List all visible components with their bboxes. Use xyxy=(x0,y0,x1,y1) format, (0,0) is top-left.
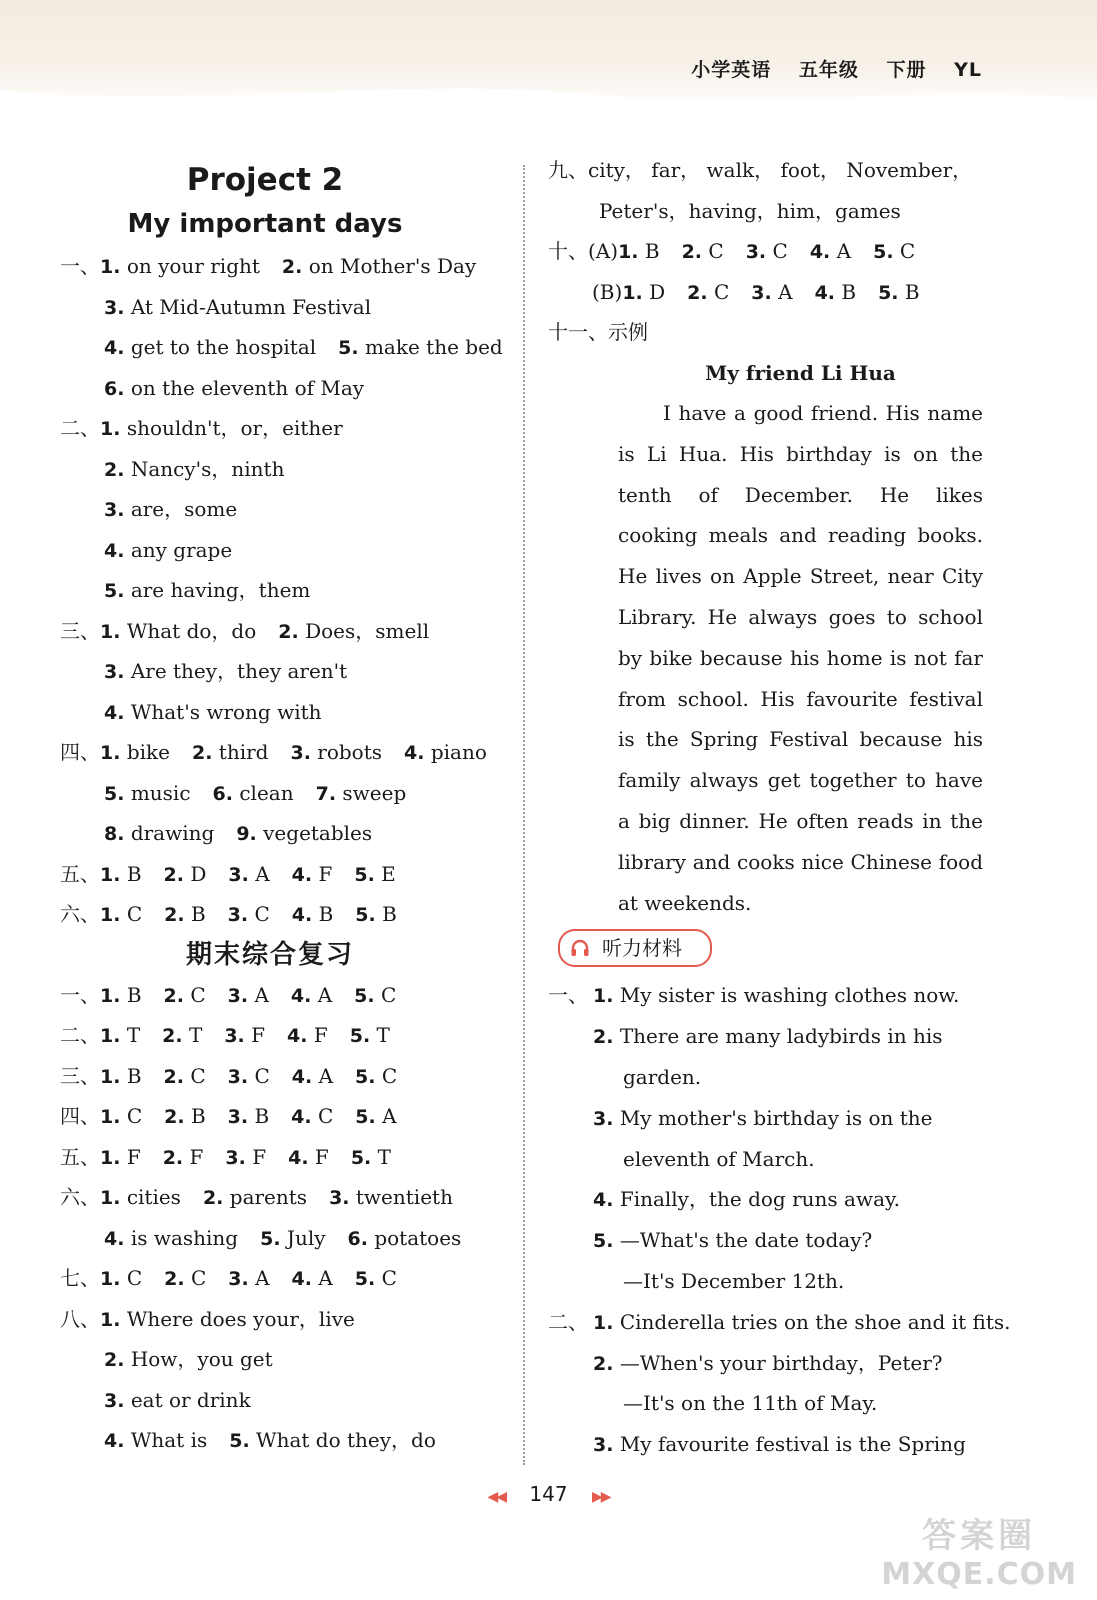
project-subtitle: My important days xyxy=(127,209,403,239)
item-number: 3. xyxy=(593,1434,614,1457)
page-number: 147 xyxy=(529,1482,568,1506)
answer-text: are，some xyxy=(130,497,238,521)
item-number: 4. xyxy=(291,1268,312,1290)
item-number: 1. xyxy=(100,904,121,926)
item-number: 6. xyxy=(212,782,233,805)
item-number: 2. xyxy=(163,1065,184,1088)
section-10-line xyxy=(548,231,998,272)
answer-text: sweep xyxy=(342,780,407,805)
transcript-line xyxy=(548,1057,998,1098)
answer-text: C xyxy=(190,982,206,1007)
section-label: 一、 xyxy=(60,982,100,1007)
transcript-text: —What's the date today? xyxy=(619,1228,873,1253)
answer-text: E xyxy=(381,861,396,886)
item-number: 5. xyxy=(104,580,125,602)
item-number: 2. xyxy=(163,863,184,886)
item-number: 2. xyxy=(281,256,303,278)
item-number: 1. xyxy=(100,1025,121,1047)
transcript-text: —When's your birthday，Peter? xyxy=(619,1350,943,1375)
answer-text: D xyxy=(190,861,207,886)
section-label: 五、 xyxy=(60,861,100,886)
answers-project2 xyxy=(60,246,503,935)
item-number: 3. xyxy=(228,1268,249,1290)
answer-line xyxy=(60,813,500,854)
answer-text: T xyxy=(377,1144,391,1169)
item-number: 3. xyxy=(104,296,125,319)
answer-text: music xyxy=(130,780,191,805)
section-label: 二、 xyxy=(60,1023,100,1047)
transcript-text: eleventh of March. xyxy=(623,1146,815,1171)
listening-material-label xyxy=(558,929,712,967)
item-number: 2. xyxy=(687,281,708,304)
answer-line xyxy=(60,854,500,895)
item-number: 2. xyxy=(593,1352,614,1375)
header-text xyxy=(671,55,982,82)
answer-line xyxy=(60,1096,500,1137)
item-number: 4. xyxy=(288,1146,309,1169)
right-column xyxy=(548,150,1011,1465)
item-number: 4. xyxy=(593,1189,614,1212)
answer-text: T xyxy=(376,1023,390,1047)
item-number: 4. xyxy=(291,1065,313,1088)
item-number: 3. xyxy=(227,904,249,926)
answer-line xyxy=(60,449,500,490)
answer-text: Does，smell xyxy=(305,618,430,643)
answer-text: are having，them xyxy=(130,578,311,602)
item-number: 3. xyxy=(751,281,772,304)
item-number: 8. xyxy=(104,823,125,845)
answer-text: How，you get xyxy=(130,1347,273,1371)
item-number: 5. xyxy=(229,1430,250,1452)
transcript-line xyxy=(548,1139,998,1180)
answer-text: A xyxy=(255,861,270,886)
item-number: 1. xyxy=(100,418,121,440)
answer-text: shouldn't，or，either xyxy=(126,416,343,440)
answer-line xyxy=(60,530,500,571)
answer-text: B xyxy=(382,902,397,926)
answer-line xyxy=(60,1056,500,1097)
item-number: 2. xyxy=(191,742,213,764)
item-number: 3. xyxy=(224,1025,245,1047)
answer-text: C xyxy=(126,1104,143,1128)
answer-text: A xyxy=(836,239,852,263)
answer-text: C xyxy=(126,902,143,926)
item-number: 4. xyxy=(290,984,312,1007)
item-number: 5. xyxy=(355,904,376,926)
watermark-top: 答案圈 xyxy=(922,1516,1037,1556)
answer-line xyxy=(60,894,500,935)
item-number: 2. xyxy=(278,620,299,643)
item-number: 4. xyxy=(291,1106,312,1128)
answer-text: city， far， walk， foot， November， xyxy=(588,158,973,182)
listening-label-text: 听力材料 xyxy=(602,936,682,961)
section-label: 三、 xyxy=(60,618,100,643)
item-number: 3. xyxy=(745,241,767,263)
section-label: 四、 xyxy=(60,740,100,764)
answer-text: F xyxy=(126,1144,141,1169)
answer-text: July xyxy=(286,1225,326,1250)
item-number: 1. xyxy=(618,241,639,263)
answer-text: on your right xyxy=(126,254,260,278)
section-10 xyxy=(548,231,998,312)
answer-text: vegetables xyxy=(263,821,373,845)
item-number: 1. xyxy=(593,1311,614,1334)
answer-text: C xyxy=(126,1266,143,1290)
answer-text: is washing xyxy=(130,1225,239,1250)
essay-title: My friend Li Hua xyxy=(705,360,896,385)
answer-text: any grape xyxy=(130,537,233,562)
item-number: 5. xyxy=(355,1065,376,1088)
item-number: 1. xyxy=(100,1065,121,1088)
answer-text: clean xyxy=(239,780,294,805)
answer-text: C xyxy=(772,239,788,263)
item-number: 4. xyxy=(404,742,425,764)
answer-text: B xyxy=(126,982,142,1007)
item-number: 3. xyxy=(104,661,125,683)
item-number: 1. xyxy=(100,620,121,643)
item-number: 4. xyxy=(104,539,125,562)
answer-text: bike xyxy=(126,740,170,764)
answer-line xyxy=(60,611,500,652)
item-number: 2. xyxy=(164,1268,185,1290)
review-title: 期末综合复习 xyxy=(185,939,354,970)
item-number: 7. xyxy=(315,782,337,805)
answer-text: Nancy's，ninth xyxy=(130,456,285,481)
answer-line xyxy=(60,287,500,328)
part-label: (B) xyxy=(592,279,623,304)
item-number: 1. xyxy=(100,1146,121,1169)
answer-text: At Mid-Autumn Festival xyxy=(130,294,372,319)
left-column xyxy=(60,150,503,1461)
section-label: 二、 xyxy=(548,1309,588,1334)
answer-text: make the bed xyxy=(364,335,503,359)
section-label: 八、 xyxy=(60,1306,100,1331)
item-number: 4. xyxy=(809,241,831,263)
column-divider xyxy=(523,165,525,1465)
next-arrows-icon: ▶▶ xyxy=(591,1489,610,1505)
section-label: 二、 xyxy=(60,416,100,440)
transcript-text: —It's on the 11th of May. xyxy=(623,1391,878,1416)
answer-text: potatoes xyxy=(374,1225,462,1250)
transcript-text: garden. xyxy=(623,1064,702,1089)
item-number: 3. xyxy=(104,1389,125,1412)
item-number: 4. xyxy=(291,863,313,886)
answer-line xyxy=(60,408,500,449)
section-9-line xyxy=(548,191,998,232)
transcript-line xyxy=(548,1302,1011,1343)
answer-text: T xyxy=(188,1023,203,1047)
answers-final-review xyxy=(60,975,500,1461)
answer-text: C xyxy=(380,982,397,1007)
item-number: 4. xyxy=(104,1430,125,1452)
item-number: 5. xyxy=(355,1106,376,1128)
answer-text: twentieth xyxy=(355,1185,453,1209)
item-number: 5. xyxy=(350,1146,372,1169)
answer-text: C xyxy=(713,279,730,304)
section-label: 四、 xyxy=(60,1104,100,1128)
item-number: 5. xyxy=(349,1025,371,1047)
item-number: 2. xyxy=(164,1106,185,1128)
answer-text: get to the hospital xyxy=(130,335,317,359)
item-number: 5. xyxy=(338,337,359,359)
answer-text: What do they，do xyxy=(256,1428,436,1452)
item-number: 5. xyxy=(354,1268,376,1290)
transcript-line xyxy=(548,1383,998,1424)
answer-text: B xyxy=(841,279,857,304)
transcript-line xyxy=(548,1098,998,1139)
answer-text: A xyxy=(382,1104,397,1128)
item-number: 4. xyxy=(291,904,313,926)
item-number: 5. xyxy=(260,1227,281,1250)
answer-text: B xyxy=(190,902,206,926)
answer-text: F xyxy=(252,1144,267,1169)
transcript-line xyxy=(548,1343,998,1384)
item-number: 5. xyxy=(354,984,375,1007)
transcript-text: —It's December 12th. xyxy=(623,1268,845,1293)
answer-text: third xyxy=(218,740,269,764)
answer-line xyxy=(60,368,500,409)
item-number: 3. xyxy=(290,742,311,764)
item-number: 3. xyxy=(593,1107,614,1130)
answer-text: T xyxy=(126,1023,141,1047)
answer-text: C xyxy=(381,1266,397,1290)
answer-line xyxy=(60,1177,500,1218)
item-number: 2. xyxy=(202,1187,224,1209)
answer-text: A xyxy=(317,982,333,1007)
answer-line xyxy=(60,327,503,368)
item-number: 2. xyxy=(104,458,125,481)
answer-line xyxy=(60,1015,500,1056)
transcript-text: Cinderella tries on the shoe and it fits. xyxy=(619,1309,1011,1334)
header-grade: 五年级 xyxy=(798,59,859,81)
answer-text: eat or drink xyxy=(130,1387,251,1412)
answer-text: C xyxy=(190,1063,206,1088)
answer-text: parents xyxy=(229,1185,308,1209)
answer-text: Are they，they aren't xyxy=(130,659,348,683)
answer-text: A xyxy=(254,982,269,1007)
answer-text: drawing xyxy=(130,821,215,845)
answer-text: B xyxy=(126,861,142,886)
answer-line xyxy=(60,246,500,287)
item-number: 2. xyxy=(162,1025,183,1047)
item-number: 1. xyxy=(100,1268,121,1290)
section-10-line xyxy=(548,272,998,313)
item-number: 9. xyxy=(236,823,257,845)
transcript-line xyxy=(548,1261,998,1302)
answer-text: F xyxy=(313,1023,328,1047)
answer-text: C xyxy=(899,239,916,263)
transcript-text: There are many ladybirds in his xyxy=(619,1024,943,1049)
transcript-text: Finally，the dog runs away. xyxy=(619,1187,901,1212)
item-number: 3. xyxy=(329,1187,350,1209)
item-number: 5. xyxy=(873,241,894,263)
answer-line xyxy=(60,570,500,611)
transcript-text: My sister is washing clothes now. xyxy=(619,983,960,1008)
section-label: 十一、示例 xyxy=(548,320,648,344)
answer-text: C xyxy=(190,1266,207,1290)
answer-text: robots xyxy=(317,740,383,764)
item-number: 1. xyxy=(100,1308,121,1331)
transcript-line xyxy=(548,1220,998,1261)
answer-text: C xyxy=(317,1104,334,1128)
answer-line xyxy=(60,1380,500,1421)
section-label: 六、 xyxy=(60,902,100,926)
item-number: 3. xyxy=(104,499,125,521)
answer-text: F xyxy=(189,1144,204,1169)
item-number: 1. xyxy=(100,256,121,278)
section-label: 十、 xyxy=(548,239,588,263)
section-label: 九、 xyxy=(548,158,588,182)
header-edition: YL xyxy=(954,59,982,81)
answer-text: on Mother's Day xyxy=(308,254,477,278)
answer-text: cities xyxy=(126,1185,181,1209)
item-number: 2. xyxy=(681,241,703,263)
item-number: 2. xyxy=(593,1026,614,1049)
answer-text: B xyxy=(904,279,920,304)
item-number: 1. xyxy=(100,1187,121,1209)
page-number-bar xyxy=(0,1482,1097,1506)
section-9-line xyxy=(548,150,998,191)
answer-line xyxy=(60,732,500,773)
item-number: 5. xyxy=(354,863,375,886)
item-number: 1. xyxy=(100,863,121,886)
item-number: 3. xyxy=(227,1065,249,1088)
answer-text: B xyxy=(318,902,334,926)
answer-line xyxy=(60,975,500,1016)
watermark xyxy=(881,1508,1077,1592)
answer-text: What do，do xyxy=(126,618,257,643)
item-number: 6. xyxy=(347,1227,368,1250)
answer-text: F xyxy=(251,1023,266,1047)
answer-line xyxy=(60,1218,500,1259)
prev-arrows-icon: ◀◀ xyxy=(487,1489,506,1505)
item-number: 2. xyxy=(104,1349,125,1371)
item-number: 1. xyxy=(593,985,614,1008)
answer-line xyxy=(60,1137,500,1178)
answer-text: on the eleventh of May xyxy=(130,375,365,400)
section-label: 五、 xyxy=(60,1144,100,1169)
section-label: 一、 xyxy=(548,983,588,1008)
answer-line xyxy=(60,1299,500,1340)
answer-text: A xyxy=(255,1266,270,1290)
answer-text: B xyxy=(254,1104,270,1128)
answer-line xyxy=(60,1339,500,1380)
item-number: 6. xyxy=(104,377,125,400)
answer-text: Peter's，having，him，games xyxy=(599,198,901,223)
answer-text: Where does your，live xyxy=(126,1306,355,1331)
answer-text: B xyxy=(190,1104,206,1128)
item-number: 5. xyxy=(878,281,899,304)
item-number: 3. xyxy=(228,863,249,886)
answer-line xyxy=(60,1258,500,1299)
answer-text: What's wrong with xyxy=(130,699,322,724)
header-subject: 小学英语 xyxy=(691,59,772,81)
answer-text: piano xyxy=(430,740,487,764)
transcript-line xyxy=(548,1179,998,1220)
essay-body: I have a good friend. His name is Li Hua. His birthday is on the tenth of December. He likes cooking meals and reading books. He lives on Apple Street, near City Library. He always goes to school by bike because his home is not far from school. His favourite festival is the Spring Festival because his family always get together to have a big dinner. He often reads in the library and cooks nice Chinese food at weekends. xyxy=(618,401,983,915)
headphones-icon xyxy=(570,938,590,958)
answer-line xyxy=(60,692,500,733)
answer-text: A xyxy=(318,1063,334,1088)
answer-text: A xyxy=(318,1266,333,1290)
watermark-url: MXQE.COM xyxy=(881,1557,1077,1592)
transcript-line xyxy=(548,1424,998,1465)
transcript-text: My favourite festival is the Spring xyxy=(619,1432,966,1457)
item-number: 5. xyxy=(104,782,125,805)
item-number: 2. xyxy=(162,1146,184,1169)
section-11-label xyxy=(548,312,998,353)
item-number: 3. xyxy=(225,1146,246,1169)
item-number: 3. xyxy=(227,984,249,1007)
item-number: 4. xyxy=(287,1025,308,1047)
transcript-line xyxy=(548,975,998,1016)
item-number: 2. xyxy=(163,984,184,1007)
project-title: Project 2 xyxy=(186,162,344,198)
item-number: 5. xyxy=(593,1230,614,1253)
item-number: 4. xyxy=(104,337,125,359)
section-label: 六、 xyxy=(60,1185,100,1209)
transcript-text: My mother's birthday is on the xyxy=(619,1105,933,1130)
answer-text: C xyxy=(254,902,270,926)
answer-line xyxy=(60,1420,500,1461)
answer-line xyxy=(60,773,500,814)
answer-text: C xyxy=(254,1063,270,1088)
item-number: 4. xyxy=(104,701,125,724)
answer-text: C xyxy=(381,1063,398,1088)
item-number: 4. xyxy=(104,1227,125,1250)
item-number: 2. xyxy=(164,904,185,926)
answer-line xyxy=(60,489,500,530)
answer-text: F xyxy=(314,1144,329,1169)
answer-text: D xyxy=(649,279,666,304)
answer-line xyxy=(60,651,500,692)
answer-text: What is xyxy=(130,1428,208,1452)
answer-text: B xyxy=(644,239,660,263)
part-label: (A) xyxy=(588,239,619,263)
listening-transcript xyxy=(548,975,1011,1465)
header-volume: 下册 xyxy=(886,59,927,81)
answer-text: A xyxy=(778,279,793,304)
section-label: 七、 xyxy=(60,1266,100,1290)
item-number: 1. xyxy=(100,1106,121,1128)
section-label: 一、 xyxy=(60,254,100,278)
answer-text: C xyxy=(708,239,724,263)
answer-text: B xyxy=(126,1063,142,1088)
item-number: 1. xyxy=(100,984,121,1007)
answer-text: F xyxy=(318,861,333,886)
item-number: 4. xyxy=(814,281,836,304)
item-number: 3. xyxy=(227,1106,249,1128)
transcript-line xyxy=(548,1016,998,1057)
item-number: 1. xyxy=(100,742,121,764)
item-number: 1. xyxy=(622,281,643,304)
section-label: 三、 xyxy=(60,1063,100,1088)
